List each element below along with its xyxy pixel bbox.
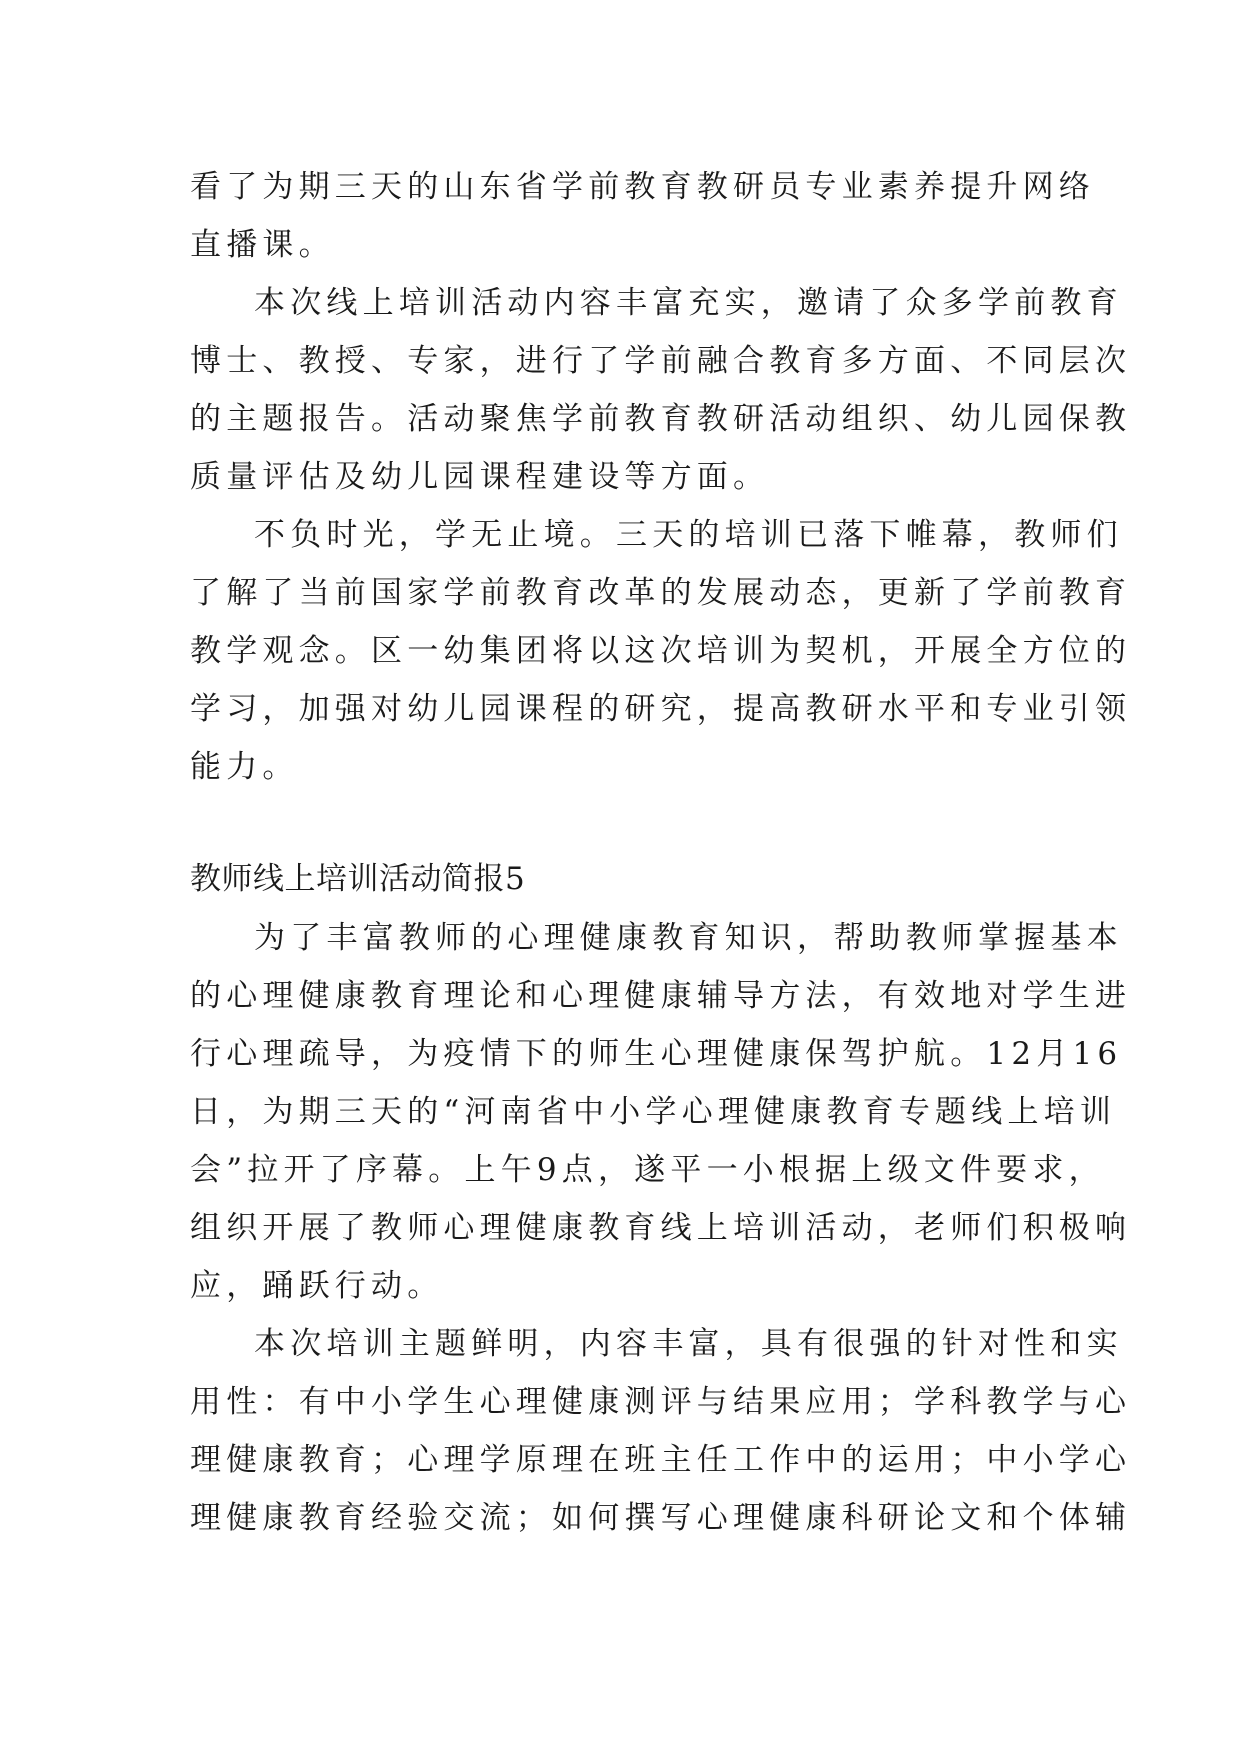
paragraph-first-line: 为了丰富教师的心理健康教育知识，帮助教师掌握基本 xyxy=(254,920,1123,956)
text-line: 看了为期三天的山东省学前教育教研员专业素养提升网络 xyxy=(190,169,1095,205)
text-line: 的主题报告。活动聚焦学前教育教研活动组织、幼儿园保教 xyxy=(190,401,1132,437)
text-line: 会”拉开了序幕。上午9点，遂平一小根据上级文件要求， xyxy=(190,1152,1105,1188)
text-line: 应，踊跃行动。 xyxy=(190,1268,444,1304)
text-line: 用性：有中小学生心理健康测评与结果应用；学科教学与心 xyxy=(190,1384,1132,1420)
text-line: 质量评估及幼儿园课程建设等方面。 xyxy=(190,459,770,495)
text-line: 能力。 xyxy=(190,749,299,785)
text-line: 组织开展了教师心理健康教育线上培训活动，老师们积极响 xyxy=(190,1210,1132,1246)
paragraph-first-line: 本次线上培训活动内容丰富充实，邀请了众多学前教育 xyxy=(254,285,1123,321)
text-line: 了解了当前国家学前教育改革的发展动态，更新了学前教育 xyxy=(190,575,1132,611)
text-line: 行心理疏导，为疫情下的师生心理健康保驾护航。12月16 xyxy=(190,1036,1123,1072)
text-line: 博士、教授、专家，进行了学前融合教育多方面、不同层次 xyxy=(190,343,1132,379)
text-line: 直播课。 xyxy=(190,227,335,263)
text-line: 教学观念。区一幼集团将以这次培训为契机，开展全方位的 xyxy=(190,633,1132,669)
text-line: 理健康教育；心理学原理在班主任工作中的运用；中小学心 xyxy=(190,1442,1132,1478)
paragraph-first-line: 本次培训主题鲜明，内容丰富，具有很强的针对性和实 xyxy=(254,1326,1123,1362)
text-line: 学习，加强对幼儿园课程的研究，提高教研水平和专业引领 xyxy=(190,691,1132,727)
text-line: 理健康教育经验交流；如何撰写心理健康科研论文和个体辅 xyxy=(190,1500,1132,1536)
paragraph-first-line: 不负时光，学无止境。三天的培训已落下帷幕，教师们 xyxy=(254,517,1123,553)
text-line: 的心理健康教育理论和心理健康辅导方法，有效地对学生进 xyxy=(190,978,1132,1014)
section-heading: 教师线上培训活动简报5 xyxy=(190,861,526,897)
text-line: 日，为期三天的“河南省中小学心理健康教育专题线上培训 xyxy=(190,1094,1117,1130)
